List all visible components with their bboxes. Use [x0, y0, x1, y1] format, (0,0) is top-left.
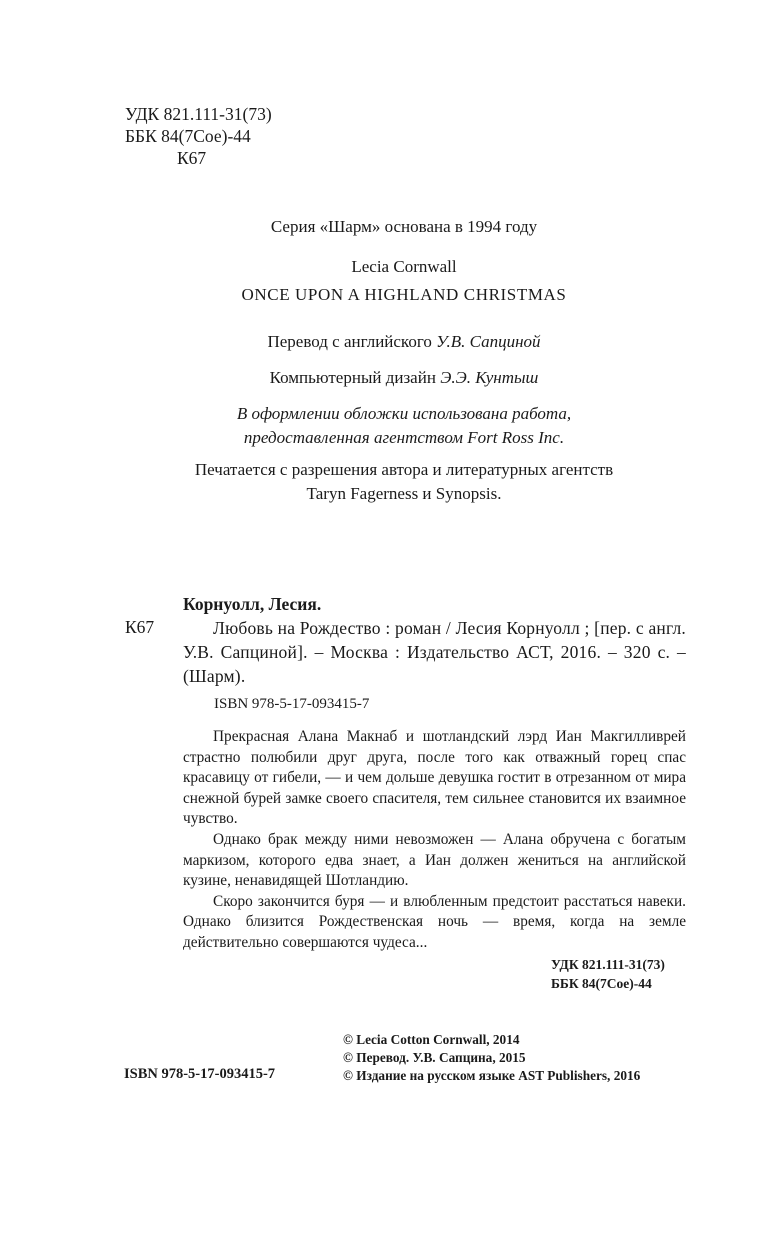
permission-line-1: Печатается с разрешения автора и литературных агентств: [194, 460, 614, 479]
original-author: Lecia Cornwall: [351, 257, 457, 276]
series-line: Серия «Шарм» основана в 1994 году: [270, 217, 538, 236]
cover-credit-line-2: предоставленная агентством Fort Ross Inc.: [243, 428, 565, 447]
classification-codes-bottom: [551, 955, 665, 993]
footer-isbn: ISBN 978-5-17-093415-7: [124, 1066, 276, 1082]
copyright-line: © Lecia Cotton Cornwall, 2014: [343, 1032, 520, 1047]
bibliographic-author-sign: К67: [125, 617, 155, 637]
cover-credit-line-1: В оформлении обложки использована работа,: [236, 404, 572, 423]
annotation-paragraph: Прекрасная Алана Макнаб и шотландский лэрд Иан Макгилливрей страстно полюбили друг друга, после того как отважный горец спас красавицу от гибели, — и чем дольше девушка гостит в отрезанном от мира снежной бурей замке своего спасителя, тем сильнее становится их взаимное чувство.: [183, 728, 686, 828]
bibliographic-description: Любовь на Рождество : роман / Лесия Корнуолл ; [пер. с англ. У.В. Сапциной]. – Москва : Издательство АСТ, 2016. – 320 с. – (Шарм).: [183, 618, 686, 686]
permission-notice: [0, 458, 768, 506]
translation-credit: [0, 332, 768, 352]
annotation: [183, 727, 686, 954]
annotation-paragraph: Однако брак между ними невозможен — Алана обручена с богатым маркизом, которого едва знает, а Иан должен жениться на английской кузине, ненавидящей Шотландию.: [183, 830, 686, 890]
cover-credit: [0, 402, 768, 450]
udk-code: УДК 821.111-31(73): [551, 957, 665, 972]
copyright-line: © Издание на русском языке AST Publishers, 2016: [343, 1068, 641, 1083]
annotation-paragraph: Скоро закончится буря — и влюбленным предстоит расстаться навеки. Однако близится Рождественская ночь — время, когда на земле действительно совершаются чудеса...: [183, 892, 686, 951]
designer-name: Э.Э. Кунтыш: [440, 368, 539, 387]
bbk-code: ББК 84(7Сое)-44: [125, 126, 251, 146]
bibliographic-heading: Корнуолл, Лесия.: [183, 594, 322, 614]
bibliographic-record: [183, 592, 686, 688]
udk-code: УДК 821.111-31(73): [125, 104, 272, 124]
permission-line-2: Taryn Fagerness и Synopsis.: [306, 484, 502, 503]
design-credit: [0, 368, 768, 388]
classification-codes-top: [125, 103, 272, 169]
translation-label: Перевод с английского: [267, 332, 432, 351]
copyright-notices: [343, 1031, 640, 1085]
design-label: Компьютерный дизайн: [269, 368, 436, 387]
author-sign: К67: [177, 148, 207, 168]
bibliographic-isbn: ISBN 978-5-17-093415-7: [214, 696, 370, 712]
translator-name: У.В. Сапциной: [436, 332, 541, 351]
original-title: ONCE UPON A HIGHLAND CHRISTMAS: [241, 285, 567, 304]
bbk-code: ББК 84(7Сое)-44: [551, 976, 652, 991]
copyright-line: © Перевод. У.В. Сапцина, 2015: [343, 1050, 526, 1065]
